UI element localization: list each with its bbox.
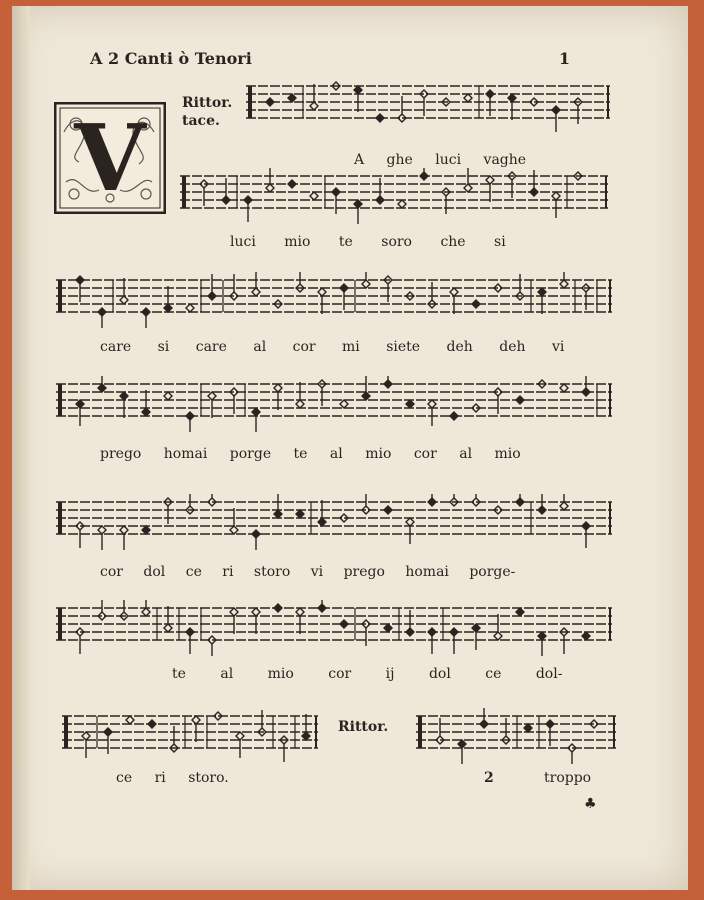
binding-gutter bbox=[12, 6, 30, 890]
note bbox=[208, 494, 216, 506]
clef-mark bbox=[58, 280, 62, 312]
note bbox=[340, 284, 348, 310]
note bbox=[208, 392, 216, 418]
note bbox=[384, 624, 392, 632]
note bbox=[230, 508, 238, 534]
note bbox=[164, 286, 172, 312]
note bbox=[302, 714, 310, 740]
note bbox=[266, 98, 274, 106]
note bbox=[384, 506, 392, 514]
staff-7a bbox=[62, 708, 318, 764]
lyric-line-4: prego homai porge te al mio cor al mio bbox=[100, 446, 521, 462]
staff-6 bbox=[56, 600, 612, 656]
note bbox=[274, 494, 282, 518]
note bbox=[186, 494, 194, 514]
note bbox=[296, 272, 304, 292]
lyric-line-6: te al mio cor ij dol ce dol- bbox=[172, 666, 563, 682]
note bbox=[552, 192, 560, 218]
note bbox=[486, 90, 494, 116]
staff-2 bbox=[180, 168, 608, 224]
note bbox=[296, 510, 304, 518]
note bbox=[464, 94, 472, 102]
note bbox=[98, 600, 106, 620]
note bbox=[340, 620, 348, 628]
catchword: troppo bbox=[544, 770, 592, 786]
note bbox=[450, 412, 458, 420]
note bbox=[310, 84, 318, 110]
note bbox=[104, 728, 112, 754]
note bbox=[582, 632, 590, 640]
note bbox=[230, 608, 238, 634]
lyric-line-7: ce ri storo. bbox=[116, 770, 229, 786]
note bbox=[362, 494, 370, 514]
note bbox=[494, 614, 502, 640]
lyric-line-3: care si care al cor mi siete deh deh vi bbox=[100, 339, 565, 355]
note bbox=[546, 720, 554, 746]
note bbox=[266, 168, 274, 192]
note bbox=[420, 168, 428, 180]
staff-lines bbox=[56, 272, 612, 328]
note bbox=[428, 628, 436, 654]
note bbox=[208, 636, 216, 656]
note bbox=[464, 168, 472, 192]
note bbox=[252, 408, 260, 432]
note bbox=[296, 382, 304, 408]
note bbox=[126, 716, 134, 724]
note bbox=[76, 276, 84, 302]
note bbox=[406, 518, 414, 544]
staff-lines bbox=[56, 376, 612, 432]
staff-lines bbox=[246, 78, 610, 134]
note bbox=[274, 604, 282, 612]
note bbox=[538, 288, 546, 314]
note bbox=[516, 396, 524, 404]
staff-lines bbox=[180, 168, 608, 224]
note bbox=[406, 400, 414, 408]
note bbox=[516, 608, 524, 616]
note bbox=[428, 494, 436, 506]
note bbox=[76, 400, 84, 426]
staff-lines bbox=[62, 708, 318, 764]
note bbox=[552, 106, 560, 132]
note bbox=[296, 608, 304, 634]
staff-lines bbox=[56, 494, 612, 550]
ritornello-label: Rittor. bbox=[182, 95, 233, 111]
note bbox=[538, 494, 546, 514]
note bbox=[186, 412, 194, 432]
note bbox=[120, 392, 128, 418]
note bbox=[582, 376, 590, 396]
note bbox=[192, 716, 200, 742]
note bbox=[376, 114, 384, 122]
note bbox=[362, 376, 370, 400]
note bbox=[450, 494, 458, 506]
note bbox=[274, 384, 282, 410]
page-number: 1 bbox=[558, 49, 570, 68]
note bbox=[530, 170, 538, 196]
note bbox=[406, 610, 414, 636]
note bbox=[318, 288, 326, 314]
note bbox=[340, 400, 348, 408]
staff-lines bbox=[416, 708, 616, 764]
note bbox=[398, 200, 406, 208]
note bbox=[148, 720, 156, 728]
note bbox=[186, 628, 194, 654]
note bbox=[450, 628, 458, 654]
note bbox=[354, 200, 362, 224]
music-page bbox=[12, 6, 688, 890]
note bbox=[222, 178, 230, 204]
initial-letter-glyph: V bbox=[74, 104, 146, 212]
gathering-number: 2 bbox=[484, 770, 494, 786]
note bbox=[288, 180, 296, 188]
note bbox=[142, 526, 150, 534]
page-header bbox=[90, 49, 570, 73]
note bbox=[516, 494, 524, 506]
note bbox=[252, 608, 260, 634]
note bbox=[472, 300, 480, 308]
note bbox=[318, 500, 326, 526]
note bbox=[98, 308, 106, 328]
note bbox=[524, 724, 532, 732]
note bbox=[142, 390, 150, 416]
note bbox=[120, 526, 128, 550]
clef-mark bbox=[248, 86, 252, 118]
staff-3 bbox=[56, 272, 612, 328]
decorated-initial-letter bbox=[54, 102, 166, 214]
note bbox=[428, 400, 436, 426]
note bbox=[508, 94, 516, 120]
lyric-line-2: luci mio te soro che si bbox=[230, 234, 506, 250]
note bbox=[142, 308, 150, 328]
note bbox=[310, 192, 318, 200]
note bbox=[244, 196, 252, 222]
note bbox=[120, 278, 128, 304]
note bbox=[318, 600, 326, 612]
note bbox=[538, 632, 546, 656]
tacet-label: tace. bbox=[182, 113, 220, 129]
staff-lines bbox=[56, 600, 612, 656]
note bbox=[458, 740, 466, 764]
note bbox=[376, 178, 384, 204]
note bbox=[252, 530, 260, 550]
staff-5 bbox=[56, 494, 612, 550]
note bbox=[354, 86, 362, 112]
note bbox=[98, 526, 106, 550]
note bbox=[582, 522, 590, 548]
clef-mark bbox=[64, 716, 68, 748]
ritornello-tacet-label bbox=[182, 94, 232, 130]
note bbox=[236, 732, 244, 758]
page-title: A 2 Canti ò Tenori bbox=[90, 49, 252, 68]
clef-mark bbox=[182, 176, 186, 208]
note bbox=[82, 732, 90, 758]
note bbox=[384, 376, 392, 388]
note bbox=[560, 384, 568, 392]
note bbox=[472, 494, 480, 506]
lyric-line-1: A ghe luci vaghe bbox=[354, 152, 527, 168]
note bbox=[164, 392, 172, 400]
clef-mark bbox=[58, 502, 62, 534]
note bbox=[450, 288, 458, 314]
note bbox=[472, 624, 480, 650]
note bbox=[208, 274, 216, 300]
lyric-line-5: cor dol ce ri storo vi prego homai porge- bbox=[100, 564, 516, 580]
clef-mark bbox=[58, 608, 62, 640]
staff-1 bbox=[246, 78, 610, 134]
staff-4 bbox=[56, 376, 612, 432]
note bbox=[486, 176, 494, 202]
note bbox=[288, 94, 296, 102]
note bbox=[480, 708, 488, 728]
ritornello-label-2: Rittor. bbox=[338, 719, 389, 735]
note bbox=[252, 272, 260, 296]
staff-7b bbox=[416, 708, 616, 764]
ornament-mark: ♣ bbox=[584, 796, 597, 812]
clef-mark bbox=[58, 384, 62, 416]
note bbox=[568, 744, 576, 764]
note bbox=[186, 304, 194, 312]
note bbox=[120, 600, 128, 620]
note bbox=[164, 606, 172, 632]
clef-mark bbox=[418, 716, 422, 748]
note bbox=[332, 188, 340, 214]
